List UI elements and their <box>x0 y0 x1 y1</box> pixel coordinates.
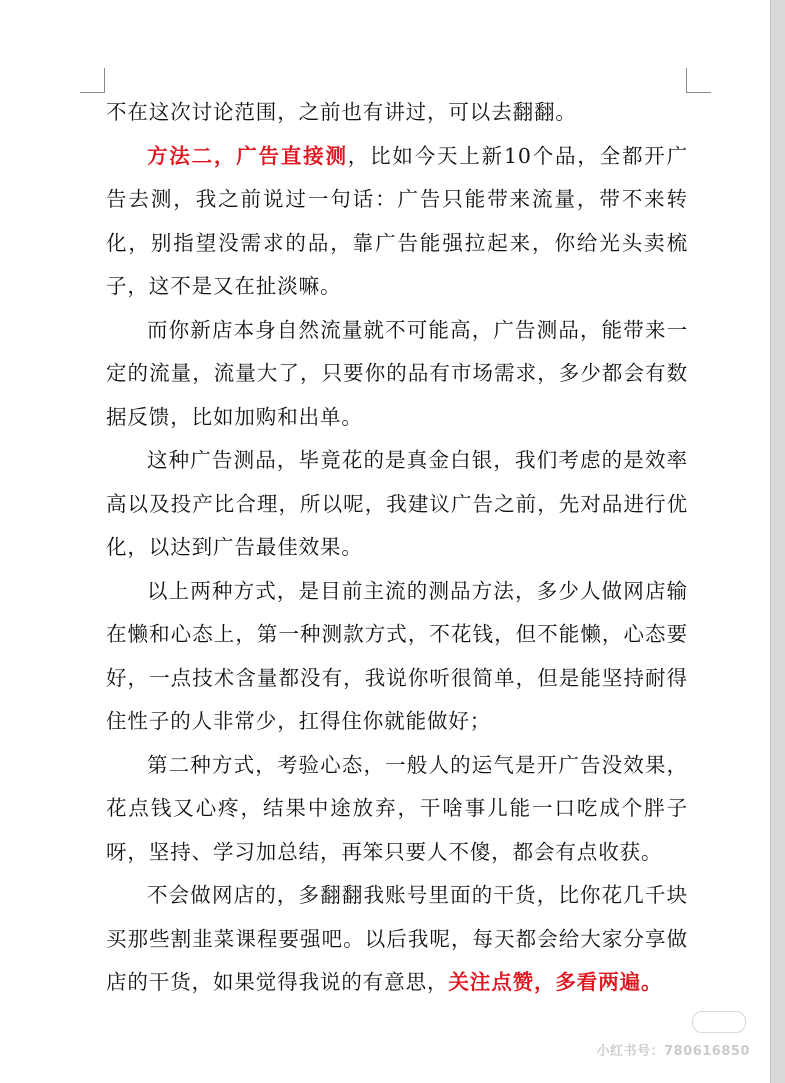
margin-corner-top-right <box>686 68 711 93</box>
paragraph: 不在这次讨论范围，之前也有讲过，可以去翻翻。 <box>106 100 577 124</box>
paragraph: 第二种方式，考验心态，一般人的运气是开广告没效果，花点钱又心疼，结果中途放弃，干啥事儿能一口吃成个胖子呀，坚持、学习加总结，再笨只要人不傻，都会有点收获。 <box>106 752 688 864</box>
paragraph: 而你新店本身自然流量就不可能高，广告测品，能带来一定的流量，流量大了，只要你的品有市场需求，多少都会有数据反馈，比如加购和出单。 <box>106 317 688 429</box>
paragraph-text: ，比如今天上新10个品，全都开广告去测，我之前说过一句话：广告只能带来流量，带不来转化，别指望没需求的品，靠广告能强拉起来，你给光头卖梳子，这不是又在扯淡嘛。 <box>106 143 688 298</box>
paragraph <box>106 135 688 309</box>
window-scroll-gutter[interactable] <box>770 0 785 1083</box>
paragraph <box>106 874 688 1005</box>
highlight-text: 方法二，广告直接测 <box>147 143 348 168</box>
paragraph: 这种广告测品，毕竟花的是真金白银，我们考虑的是效率高以及投产比合理，所以呢，我建议广告之前，先对品进行优化，以达到广告最佳效果。 <box>106 448 688 559</box>
highlight-text: 关注点赞，多看两遍。 <box>448 970 663 994</box>
document-body[interactable] <box>106 91 688 1005</box>
watermark-text: 小红书号：780616850 <box>596 1044 750 1059</box>
watermark-logo-icon <box>692 1011 746 1033</box>
paragraph: 以上两种方式，是目前主流的测品方法，多少人做网店输在懒和心态上，第一种测款方式，不花钱，但不能懒，心态要好，一点技术含量都没有，我说你听很简单，但是能坚持耐得住性子的人非常少，扛得住你就能做好； <box>106 578 688 733</box>
margin-corner-top-left <box>80 68 105 93</box>
paragraph-text: 不会做网店的，多翻翻我账号里面的干货，比你花几千块买那些割韭菜课程要强吧。以后我呢，每天都会给大家分享做店的干货，如果觉得我说的有意思， <box>106 883 688 994</box>
